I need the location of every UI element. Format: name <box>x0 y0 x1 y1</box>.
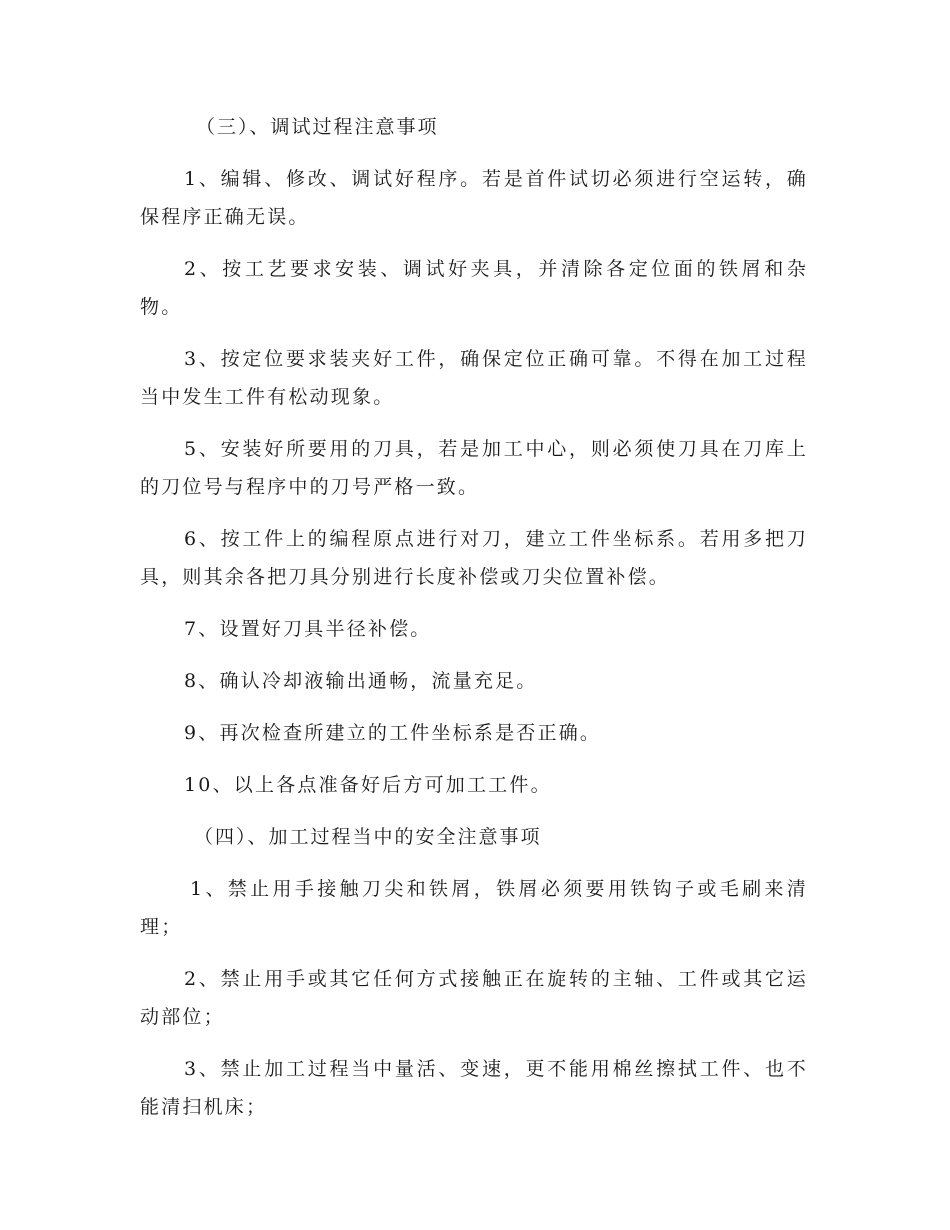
paragraph-item-9: 9、再次检查所建立的工件坐标系是否正确。 <box>184 722 602 744</box>
paragraph-item-6: 6、按工件上的编程原点进行对刀，建立工件坐标系。若用多把刀具，则其余各把刀具分别进行长度补偿或刀尖位置补偿。 <box>140 528 808 588</box>
paragraph-item-1: 1、编辑、修改、调试好程序。若是首件试切必须进行空运转，确保程序正确无误。 <box>140 168 808 228</box>
safety-item-1: 1、禁止用手接触刀尖和铁屑，铁屑必须要用铁钩子或毛刷来清理； <box>140 878 808 938</box>
section-heading-4: （四）、加工过程当中的安全注意事项 <box>194 826 542 848</box>
safety-item-3: 3、禁止加工过程当中量活、变速，更不能用棉丝擦拭工件、也不能清扫机床； <box>140 1058 808 1118</box>
safety-item-2: 2、禁止用手或其它任何方式接触正在旋转的主轴、工件或其它运动部位； <box>140 968 808 1028</box>
paragraph-item-2: 2、按工艺要求安装、调试好夹具，并清除各定位面的铁屑和杂物。 <box>140 258 808 318</box>
paragraph-item-3: 3、按定位要求装夹好工件，确保定位正确可靠。不得在加工过程当中发生工件有松动现象。 <box>140 348 808 408</box>
paragraph-item-5: 5、安装好所要用的刀具，若是加工中心，则必须使刀具在刀库上的刀位号与程序中的刀号严格一致。 <box>140 438 808 498</box>
paragraph-item-10: 10、以上各点准备好后方可加工工件。 <box>184 774 552 796</box>
section-heading-3: （三）、调试过程注意事项 <box>196 116 439 138</box>
paragraph-item-7: 7、设置好刀具半径补偿。 <box>184 618 432 640</box>
document-body <box>140 108 808 1140</box>
paragraph-item-8: 8、确认冷却液输出通畅，流量充足。 <box>184 670 538 692</box>
